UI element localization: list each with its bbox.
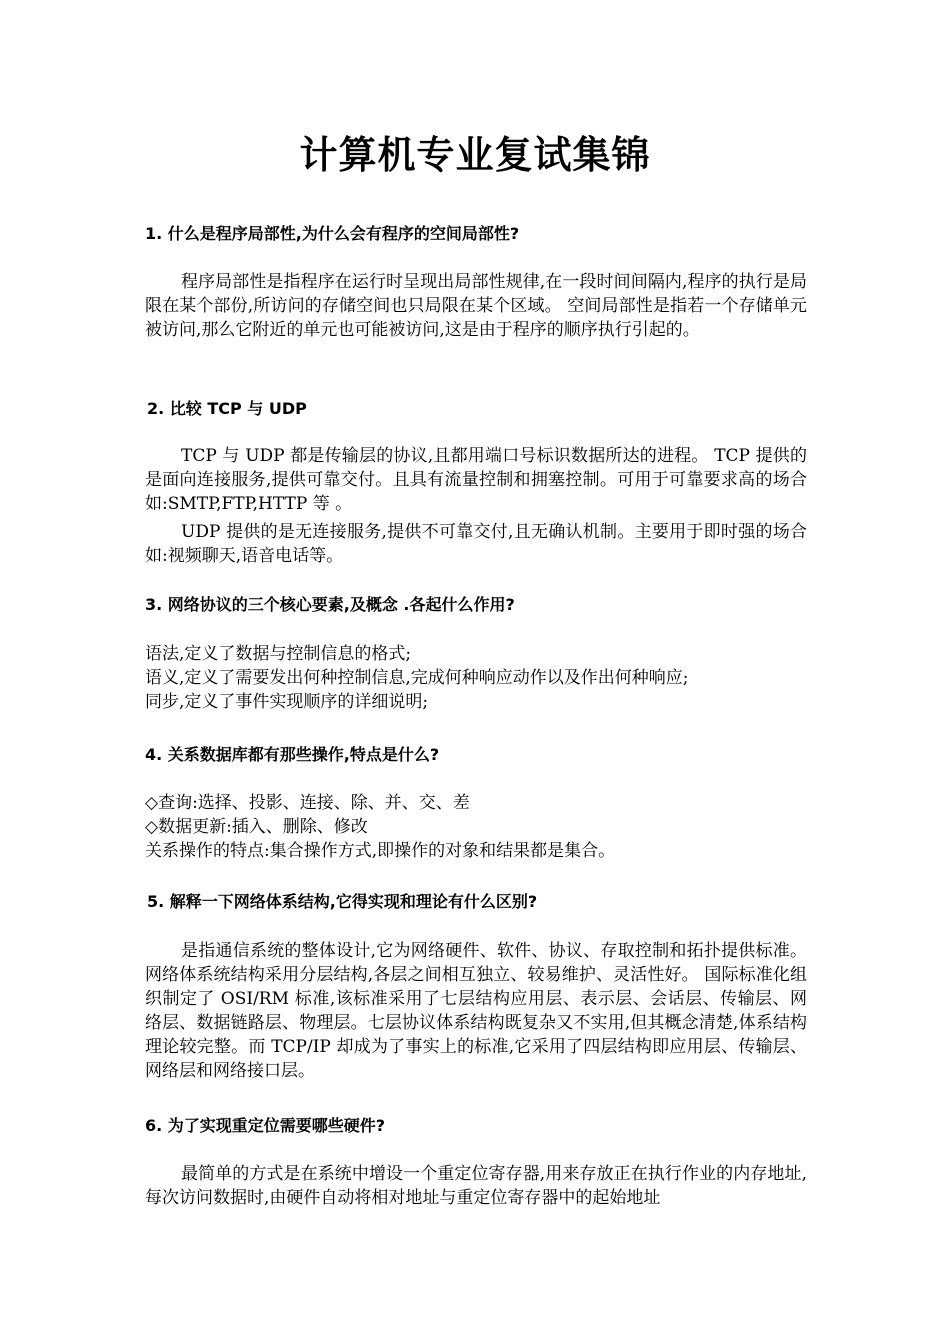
section-2-paragraph-1: TCP 与 UDP 都是传输层的协议,且都用端口号标识数据所达的进程。 TCP 提供的是面向连接服务,提供可靠交付。且具有流量控制和拥塞控制。可用于可靠要求高的场合如:SMTP,FTP,HTTP 等 。: [145, 446, 807, 514]
section-6-heading: 6. 为了实现重定位需要哪些硬件?: [145, 1116, 386, 1135]
section-6-paragraph: 最简单的方式是在系统中增设一个重定位寄存器,用来存放正在执行作业的内存地址,每次访问数据时,由硬件自动将相对地址与重定位寄存器中的起始地址: [145, 1164, 807, 1208]
section-2-heading: 2. 比较 TCP 与 UDP: [147, 399, 307, 418]
section-4-line-3: 关系操作的特点:集合操作方式,即操作的对象和结果都是集合。: [145, 841, 616, 861]
section-4-line-1: ◇查询:选择、投影、连接、除、并、交、差: [145, 793, 470, 813]
section-5-heading: 5. 解释一下网络体系结构,它得实现和理论有什么区别?: [147, 892, 538, 911]
section-3-line-1: 语法,定义了数据与控制信息的格式;: [145, 644, 412, 664]
section-1-heading: 1. 什么是程序局部性,为什么会有程序的空间局部性?: [145, 224, 520, 243]
section-3-heading: 3. 网络协议的三个核心要素,及概念 .各起什么作用?: [145, 595, 515, 614]
section-3-line-3: 同步,定义了事件实现顺序的详细说明;: [145, 692, 429, 712]
section-2-paragraph-2: UDP 提供的是无连接服务,提供不可靠交付,且无确认机制。主要用于即时强的场合如:视频聊天,语音电话等。: [145, 522, 807, 566]
section-4-line-2: ◇数据更新:插入、删除、修改: [145, 817, 368, 837]
section-1-paragraph: 程序局部性是指程序在运行时呈现出局部性规律,在一段时间间隔内,程序的执行是局限在某个部份,所访问的存储空间也只局限在某个区域。 空间局部性是指若一个存储单元被访问,那么它附近的单元也可能被访问,这是由于程序的顺序执行引起的。: [145, 272, 807, 340]
section-3-line-2: 语义,定义了需要发出何种控制信息,完成何种响应动作以及作出何种响应;: [145, 668, 689, 688]
section-5-paragraph: 是指通信系统的整体设计,它为网络硬件、软件、协议、存取控制和拓扑提供标准。 网络体系统结构采用分层结构,各层之间相互独立、较易维护、灵活性好。 国际标准化组织制定了 OSI/RM 标准,该标准采用了七层结构应用层、表示层、会话层、传输层、网络层、数据链路层、物理层。七层协议体系结构既复杂又不实用,但其概念清楚,体系结构理论较完整。而 TCP/IP 却成为了事实上的标准,它采用了四层结构即应用层、传输层、网络层和网络接口层。: [145, 941, 807, 1081]
document-title: 计算机专业复试集锦: [299, 133, 651, 177]
section-4-heading: 4. 关系数据库都有那些操作,特点是什么?: [145, 745, 440, 764]
